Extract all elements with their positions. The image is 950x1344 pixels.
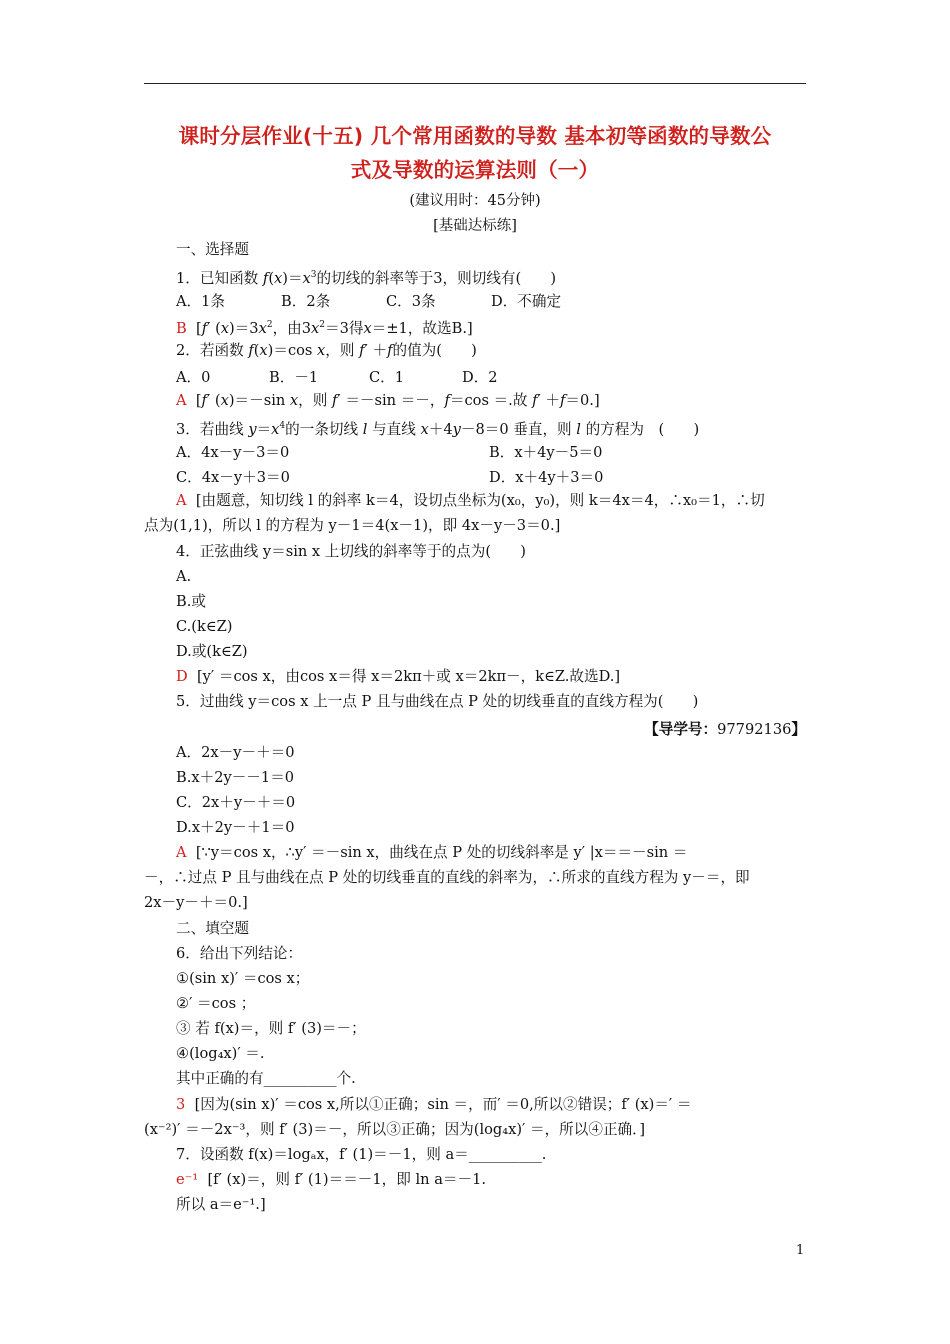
q5-option-d: D.x＋2y－＋1＝0 (176, 819, 295, 836)
time-note: (建议用时：45分钟) (409, 193, 541, 209)
q1-solution: B [f′ $(x)=3x^2$，由$3x^2=3$得x＝±1，故选B.] (176, 320, 473, 337)
q1-option-a: A．1条 (176, 293, 226, 310)
q4-option-a: A. (176, 568, 192, 585)
q2-answer: A (176, 392, 187, 409)
q4-stem: 4．正弦曲线 y＝sin x 上切线的斜率等于的点为( ) (176, 543, 526, 560)
q1-stem: 1．已知函数 $f(x)=x^3$的切线的斜率等于3，则切线有( ) (176, 270, 557, 287)
q4-solution: D [y′ ＝cos x，由cos x＝得 x＝2kπ＋或 x＝2kπ－，k∈Z.故选D.] (176, 668, 621, 685)
q6-item-1: ①(sin x)′ ＝cos x； (176, 970, 310, 987)
q2-option-d: D．2 (462, 369, 498, 386)
q7-stem: 7．设函数 f(x)＝logₐx，f′ (1)＝－1，则 a＝__________. (176, 1146, 547, 1163)
q1-option-d: D．不确定 (491, 293, 562, 310)
q6-ask: 其中正确的有__________个. (176, 1070, 356, 1087)
section-tag: [基础达标练] (433, 218, 517, 234)
q2-solution: A [f′ (x)＝－sin x，则 f′ ＝－sin ＝－，f＝cos ＝.故 f′ ＋f＝0.] (176, 392, 600, 409)
q5-option-b: B.x＋2y－－1＝0 (176, 769, 295, 786)
q6-solution-line-1: 3 [因为(sin x)′ ＝cos x,所以①正确；sin ＝，而′ ＝0,所以②错误；f′ (x)＝′ ＝ (176, 1096, 692, 1113)
q1-option-c: C．3条 (386, 293, 436, 310)
q3-option-a: A．4x－y－3＝0 (176, 444, 290, 461)
q4-option-d: D.或(k∈Z) (176, 643, 248, 660)
title-line-1: 课时分层作业(十五) 几个常用函数的导数 基本初等函数的导数公 (178, 124, 772, 148)
q7-solution-line-2: 所以 a＝e⁻¹.] (176, 1196, 266, 1213)
q1-answer: B (176, 320, 187, 337)
q6-answer: 3 (176, 1096, 186, 1113)
q4-option-b: B.或 (176, 593, 206, 610)
q3-solution-line-2: 点为(1,1)，所以 l 的方程为 y－1＝4(x－1)，即 4x－y－3＝0.] (144, 517, 561, 534)
q3-solution-line-1: A [由题意，知切线 l 的斜率 k＝4，设切点坐标为(x₀，y₀)，则 k＝4x＝4，∴x₀＝1，∴切 (176, 492, 765, 509)
header-rule (144, 83, 806, 84)
title-line-2: 式及导数的运算法则（一） (350, 158, 600, 182)
q4-option-c: C.(k∈Z) (176, 618, 233, 635)
q5-solution-line-3: 2x－y－＋＝0.] (144, 894, 248, 911)
q5-solution-line-2: －，∴过点 P 且与曲线在点 P 处的切线垂直的直线的斜率为，∴所求的直线方程为 y－＝，即 (144, 869, 750, 886)
q5-answer: A (176, 844, 187, 861)
q7-solution-line-1: e⁻¹ [f′ (x)＝，则 f′ (1)＝＝－1，即 ln a＝－1. (176, 1171, 487, 1188)
q5-option-a: A．2x－y－＋＝0 (176, 744, 295, 761)
page-number: 1 (796, 1243, 805, 1258)
q2-stem: 2．若函数 f(x)＝cos x，则 f′ ＋f的值为( ) (176, 342, 477, 359)
q6-solution-line-2: (x⁻²)′ ＝－2x⁻³，则 f′ (3)＝－，所以③正确；因为(log₄x)′ ＝，所以④正确．] (144, 1121, 646, 1138)
q2-option-a: A．0 (176, 369, 211, 386)
q5-solution-line-1: A [∵y＝cos x，∴y′ ＝－sin x，曲线在点 P 处的切线斜率是 y′ |x＝＝－sin ＝ (176, 844, 688, 861)
q3-answer: A (176, 492, 187, 509)
q6-item-4: ④(log₄x)′ ＝. (176, 1045, 265, 1062)
q3-stem: 3．若曲线 $y=x^4$的一条切线 l 与直线 x＋4y－8＝0 垂直，则 l 的方程为 ( ) (176, 421, 700, 438)
section-choice-heading: 一、选择题 (176, 241, 249, 258)
q6-stem: 6．给出下列结论： (176, 945, 303, 962)
q6-item-3: ③ 若 f(x)＝，则 f′ (3)＝－； (176, 1020, 366, 1037)
q3-option-d: D．x＋4y＋3＝0 (489, 469, 604, 486)
q7-answer: e⁻¹ (176, 1171, 199, 1188)
q2-option-c: C．1 (369, 369, 405, 386)
q1-option-b: B．2条 (281, 293, 331, 310)
section-fill-heading: 二、填空题 (176, 920, 249, 937)
q3-option-b: B．x＋4y－5＝0 (489, 444, 603, 461)
q4-answer: D (176, 668, 188, 685)
q5-stem: 5．过曲线 y＝cos x 上一点 P 且与曲线在点 P 处的切线垂直的直线方程为( ) (176, 693, 699, 710)
guide-number: 【导学号：97792136】 (644, 721, 806, 738)
q2-option-b: B．－1 (269, 369, 319, 386)
q5-option-c: C．2x＋y－＋＝0 (176, 794, 296, 811)
q3-option-c: C．4x－y＋3＝0 (176, 469, 290, 486)
q6-item-2: ②′ ＝cos ； (176, 995, 256, 1012)
